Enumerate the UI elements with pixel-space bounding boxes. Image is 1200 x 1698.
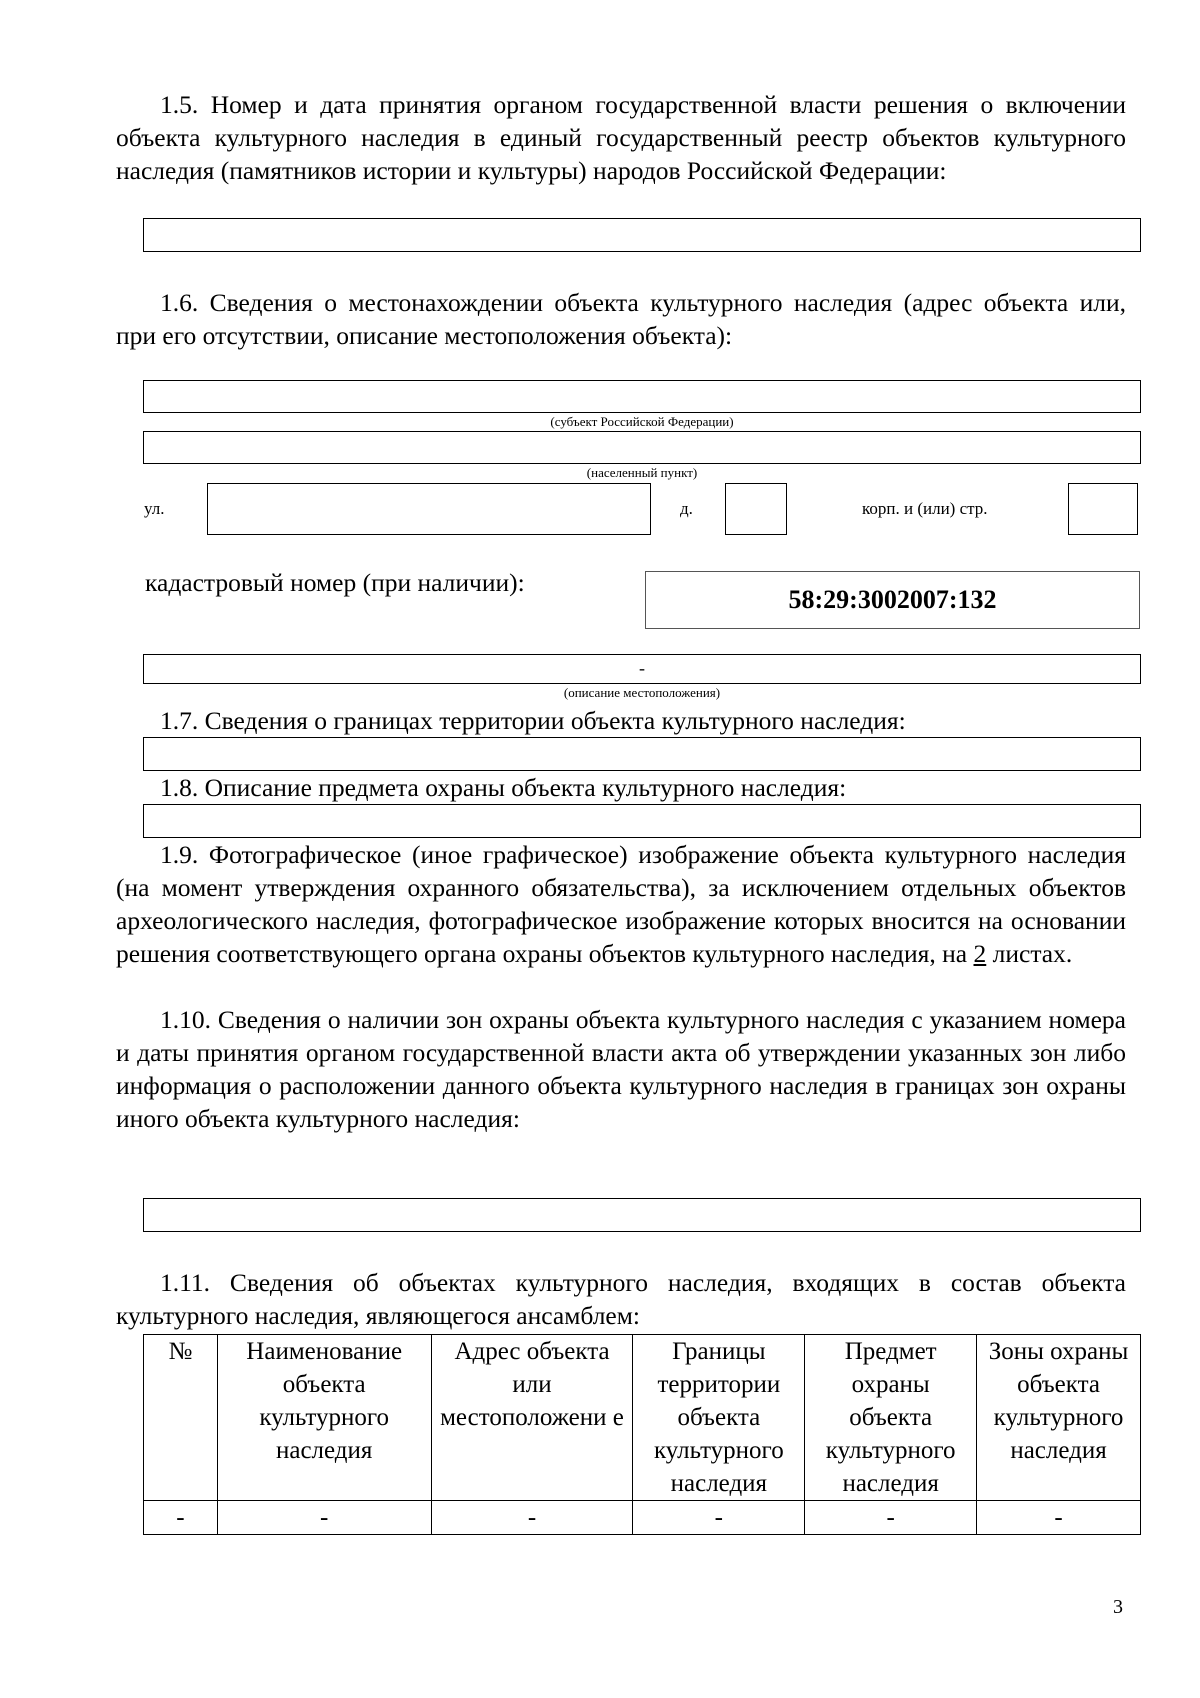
section-1-5-text: 1.5. Номер и дата принятия органом государственной власти решения о включении объекта культурного наследия в единый государственный реестр объектов культурного наследия (памятников истории и культуры) народов Российской Федерации: bbox=[116, 90, 1126, 185]
section-1-8-text: 1.8. Описание предмета охраны объекта культурного наследия: bbox=[160, 773, 847, 802]
col-name-header: Наименование объекта культурного наследия bbox=[217, 1335, 431, 1501]
street-field[interactable] bbox=[207, 483, 651, 535]
section-1-10-text: 1.10. Сведения о наличии зон охраны объекта культурного наследия с указанием номера и даты принятия органом государственной власти акта об утверждении указанных зон либо информация о расположении данного объекта культурного наследия в границах зон охраны иного объекта культурного наследия: bbox=[116, 1005, 1126, 1133]
table-cell[interactable]: - bbox=[805, 1501, 977, 1535]
building-field[interactable] bbox=[1068, 483, 1138, 535]
table-row bbox=[144, 1501, 1141, 1535]
cadastral-number-field[interactable]: 58:29:3002007:132 bbox=[645, 571, 1140, 629]
street-label: ул. bbox=[144, 499, 165, 518]
house-field[interactable] bbox=[725, 483, 787, 535]
table-cell[interactable]: - bbox=[633, 1501, 805, 1535]
subject-field[interactable] bbox=[143, 380, 1141, 413]
section-1-9-text: 1.9. Фотографическое (иное графическое) изображение объекта культурного наследия (на момент утверждения охранного обязательства), за исключением отдельных объектов археологического наследия, фотографическое изображение которых вносится на основании решения соответствующего органа охраны объектов культурного наследия, на 2 листах. bbox=[116, 840, 1126, 968]
subject-caption: (субъект Российской Федерации) bbox=[550, 414, 734, 429]
protection-subject-field[interactable] bbox=[143, 804, 1141, 838]
protection-zones-field[interactable] bbox=[143, 1198, 1141, 1232]
section-1-7-text: 1.7. Сведения о границах территории объекта культурного наследия: bbox=[160, 706, 906, 735]
col-address-header: Адрес объекта или местоположени е bbox=[431, 1335, 633, 1501]
locality-field[interactable] bbox=[143, 431, 1141, 464]
territory-boundaries-field[interactable] bbox=[143, 737, 1141, 771]
col-number-header: № bbox=[144, 1335, 218, 1501]
sheet-count: 2 bbox=[973, 939, 987, 968]
state-register-decision-field[interactable] bbox=[143, 218, 1141, 252]
building-label: корп. и (или) стр. bbox=[862, 499, 988, 518]
table-header-row bbox=[144, 1335, 1141, 1501]
table-cell[interactable]: - bbox=[431, 1501, 633, 1535]
section-1-6-text: 1.6. Сведения о местонахождении объекта культурного наследия (адрес объекта или, при его отсутствии, описание местоположения объекта): bbox=[116, 288, 1126, 350]
house-label: д. bbox=[680, 499, 693, 518]
location-description-field[interactable]: - bbox=[143, 654, 1141, 684]
location-description-caption: (описание местоположения) bbox=[563, 685, 721, 700]
locality-caption: (населенный пункт) bbox=[586, 465, 698, 480]
table-cell[interactable]: - bbox=[217, 1501, 431, 1535]
col-protection-zones-header: Зоны охраны объекта культурного наследия bbox=[977, 1335, 1141, 1501]
col-boundaries-header: Границы территории объекта культурного наследия bbox=[633, 1335, 805, 1501]
page-number: 3 bbox=[1113, 1596, 1123, 1618]
cadastral-number-label: кадастровый номер (при наличии): bbox=[145, 568, 525, 597]
table-cell[interactable]: - bbox=[144, 1501, 218, 1535]
ensemble-objects-table bbox=[143, 1334, 1141, 1535]
section-1-11-text: 1.11. Сведения об объектах культурного наследия, входящих в состав объекта культурного наследия, являющегося ансамблем: bbox=[116, 1268, 1126, 1330]
col-protection-subject-header: Предмет охраны объекта культурного наследия bbox=[805, 1335, 977, 1501]
table-cell[interactable]: - bbox=[977, 1501, 1141, 1535]
